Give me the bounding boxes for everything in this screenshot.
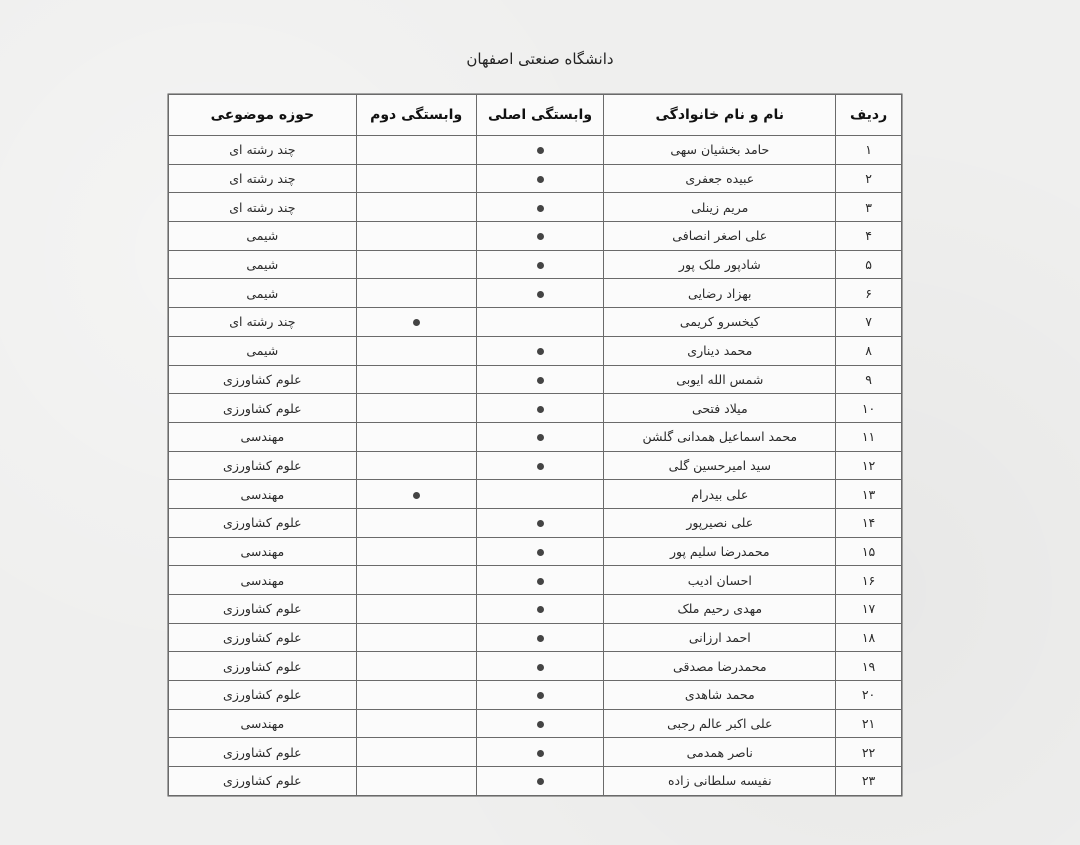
- table-row: [169, 222, 902, 251]
- row-index: ۲۰: [836, 681, 902, 710]
- bullet-dot-icon: [537, 463, 544, 470]
- row-secondary-affiliation: [356, 336, 476, 365]
- row-subject-area: مهندسی: [169, 566, 357, 595]
- row-subject-area: علوم کشاورزی: [169, 394, 357, 423]
- bullet-dot-icon: [537, 635, 544, 642]
- header-index: ردیف: [836, 95, 902, 136]
- row-secondary-affiliation: [356, 767, 476, 796]
- table-row: [169, 652, 902, 681]
- row-subject-area: شیمی: [169, 222, 357, 251]
- row-primary-affiliation: [476, 709, 604, 738]
- row-subject-area: علوم کشاورزی: [169, 623, 357, 652]
- row-primary-affiliation: [476, 480, 604, 509]
- bullet-dot-icon: [537, 233, 544, 240]
- row-primary-affiliation: [476, 279, 604, 308]
- table-row: [169, 336, 902, 365]
- row-name: ناصر همدمی: [604, 738, 836, 767]
- row-primary-affiliation: [476, 394, 604, 423]
- table-body: [169, 136, 902, 796]
- row-primary-affiliation: [476, 681, 604, 710]
- table-row: [169, 566, 902, 595]
- row-primary-affiliation: [476, 136, 604, 165]
- bullet-dot-icon: [537, 692, 544, 699]
- row-secondary-affiliation: [356, 595, 476, 624]
- row-secondary-affiliation: [356, 250, 476, 279]
- row-index: ۱۴: [836, 508, 902, 537]
- table-row: [169, 394, 902, 423]
- header-primary-affiliation: وابستگی اصلی: [476, 95, 604, 136]
- bullet-dot-icon: [537, 434, 544, 441]
- row-name: محمد اسماعیل همدانی گلشن: [604, 422, 836, 451]
- table-row: [169, 738, 902, 767]
- row-primary-affiliation: [476, 164, 604, 193]
- row-secondary-affiliation: [356, 537, 476, 566]
- row-name: محمد شاهدی: [604, 681, 836, 710]
- row-name: نفیسه سلطانی زاده: [604, 767, 836, 796]
- table-row: [169, 709, 902, 738]
- row-primary-affiliation: [476, 537, 604, 566]
- row-index: ۲: [836, 164, 902, 193]
- row-subject-area: مهندسی: [169, 537, 357, 566]
- row-subject-area: مهندسی: [169, 709, 357, 738]
- row-secondary-affiliation: [356, 681, 476, 710]
- row-index: ۱۹: [836, 652, 902, 681]
- row-secondary-affiliation: [356, 136, 476, 165]
- header-secondary-affiliation: وابستگی دوم: [356, 95, 476, 136]
- row-index: ۱۸: [836, 623, 902, 652]
- row-secondary-affiliation: [356, 422, 476, 451]
- row-primary-affiliation: [476, 308, 604, 337]
- row-secondary-affiliation: [356, 164, 476, 193]
- row-name: علی اصغر انصافی: [604, 222, 836, 251]
- row-index: ۱۷: [836, 595, 902, 624]
- row-index: ۱۰: [836, 394, 902, 423]
- row-subject-area: شیمی: [169, 250, 357, 279]
- bullet-dot-icon: [537, 348, 544, 355]
- row-name: احسان ادیب: [604, 566, 836, 595]
- table-row: [169, 279, 902, 308]
- row-primary-affiliation: [476, 767, 604, 796]
- row-subject-area: علوم کشاورزی: [169, 365, 357, 394]
- row-index: ۱: [836, 136, 902, 165]
- bullet-dot-icon: [537, 406, 544, 413]
- row-subject-area: چند رشته ای: [169, 308, 357, 337]
- table-row: [169, 451, 902, 480]
- table-row: [169, 681, 902, 710]
- row-name: شادپور ملک پور: [604, 250, 836, 279]
- header-name: نام و نام خانوادگی: [604, 95, 836, 136]
- bullet-dot-icon: [413, 492, 420, 499]
- row-name: شمس الله ایوبی: [604, 365, 836, 394]
- row-primary-affiliation: [476, 422, 604, 451]
- table-header-row: [169, 95, 902, 136]
- row-subject-area: چند رشته ای: [169, 136, 357, 165]
- row-subject-area: شیمی: [169, 336, 357, 365]
- bullet-dot-icon: [537, 721, 544, 728]
- table-row: [169, 136, 902, 165]
- row-index: ۷: [836, 308, 902, 337]
- row-index: ۴: [836, 222, 902, 251]
- table-row: [169, 767, 902, 796]
- row-index: ۲۳: [836, 767, 902, 796]
- row-primary-affiliation: [476, 451, 604, 480]
- bullet-dot-icon: [537, 778, 544, 785]
- row-name: علی نصیرپور: [604, 508, 836, 537]
- row-primary-affiliation: [476, 250, 604, 279]
- row-subject-area: علوم کشاورزی: [169, 595, 357, 624]
- row-primary-affiliation: [476, 738, 604, 767]
- row-secondary-affiliation: [356, 308, 476, 337]
- row-name: کیخسرو کریمی: [604, 308, 836, 337]
- row-name: محمد دیناری: [604, 336, 836, 365]
- row-index: ۱۱: [836, 422, 902, 451]
- bullet-dot-icon: [537, 377, 544, 384]
- bullet-dot-icon: [537, 176, 544, 183]
- row-primary-affiliation: [476, 566, 604, 595]
- row-secondary-affiliation: [356, 566, 476, 595]
- table-row: [169, 193, 902, 222]
- table-row: [169, 508, 902, 537]
- row-name: علی اکبر عالم رجبی: [604, 709, 836, 738]
- row-subject-area: علوم کشاورزی: [169, 652, 357, 681]
- table-row: [169, 537, 902, 566]
- faculty-table: [168, 94, 902, 796]
- row-subject-area: مهندسی: [169, 480, 357, 509]
- row-name: عبیده جعفری: [604, 164, 836, 193]
- header-subject-area: حوزه موضوعی: [169, 95, 357, 136]
- row-secondary-affiliation: [356, 508, 476, 537]
- bullet-dot-icon: [413, 319, 420, 326]
- bullet-dot-icon: [537, 205, 544, 212]
- row-index: ۲۱: [836, 709, 902, 738]
- row-index: ۵: [836, 250, 902, 279]
- row-name: محمدرضا سلیم پور: [604, 537, 836, 566]
- row-name: علی بیدرام: [604, 480, 836, 509]
- row-primary-affiliation: [476, 595, 604, 624]
- bullet-dot-icon: [537, 750, 544, 757]
- bullet-dot-icon: [537, 549, 544, 556]
- bullet-dot-icon: [537, 606, 544, 613]
- row-index: ۶: [836, 279, 902, 308]
- row-index: ۱۶: [836, 566, 902, 595]
- row-name: میلاد فتحی: [604, 394, 836, 423]
- table-row: [169, 250, 902, 279]
- row-subject-area: مهندسی: [169, 422, 357, 451]
- table-row: [169, 623, 902, 652]
- row-index: ۱۳: [836, 480, 902, 509]
- row-primary-affiliation: [476, 222, 604, 251]
- row-secondary-affiliation: [356, 193, 476, 222]
- row-subject-area: شیمی: [169, 279, 357, 308]
- row-name: احمد ارزانی: [604, 623, 836, 652]
- row-index: ۱۵: [836, 537, 902, 566]
- row-secondary-affiliation: [356, 394, 476, 423]
- row-subject-area: علوم کشاورزی: [169, 508, 357, 537]
- row-primary-affiliation: [476, 652, 604, 681]
- row-name: حامد بخشیان سهی: [604, 136, 836, 165]
- row-name: بهزاد رضایی: [604, 279, 836, 308]
- row-index: ۸: [836, 336, 902, 365]
- row-index: ۲۲: [836, 738, 902, 767]
- row-secondary-affiliation: [356, 365, 476, 394]
- row-name: مهدی رحیم ملک: [604, 595, 836, 624]
- row-name: محمدرضا مصدقی: [604, 652, 836, 681]
- table-row: [169, 164, 902, 193]
- row-name: مریم زینلی: [604, 193, 836, 222]
- row-primary-affiliation: [476, 365, 604, 394]
- bullet-dot-icon: [537, 262, 544, 269]
- table-row: [169, 308, 902, 337]
- row-secondary-affiliation: [356, 451, 476, 480]
- bullet-dot-icon: [537, 664, 544, 671]
- row-secondary-affiliation: [356, 738, 476, 767]
- bullet-dot-icon: [537, 147, 544, 154]
- bullet-dot-icon: [537, 578, 544, 585]
- row-primary-affiliation: [476, 508, 604, 537]
- row-subject-area: چند رشته ای: [169, 164, 357, 193]
- row-primary-affiliation: [476, 336, 604, 365]
- table-row: [169, 422, 902, 451]
- table-row: [169, 365, 902, 394]
- row-subject-area: علوم کشاورزی: [169, 681, 357, 710]
- table-row: [169, 480, 902, 509]
- row-secondary-affiliation: [356, 709, 476, 738]
- row-index: ۱۲: [836, 451, 902, 480]
- document-title: دانشگاه صنعتی اصفهان: [466, 50, 614, 68]
- row-secondary-affiliation: [356, 279, 476, 308]
- row-subject-area: علوم کشاورزی: [169, 767, 357, 796]
- row-subject-area: علوم کشاورزی: [169, 738, 357, 767]
- row-secondary-affiliation: [356, 480, 476, 509]
- row-secondary-affiliation: [356, 222, 476, 251]
- row-secondary-affiliation: [356, 652, 476, 681]
- row-primary-affiliation: [476, 623, 604, 652]
- row-name: سید امیرحسین گلی: [604, 451, 836, 480]
- row-index: ۳: [836, 193, 902, 222]
- row-subject-area: چند رشته ای: [169, 193, 357, 222]
- row-index: ۹: [836, 365, 902, 394]
- row-primary-affiliation: [476, 193, 604, 222]
- bullet-dot-icon: [537, 291, 544, 298]
- bullet-dot-icon: [537, 520, 544, 527]
- row-subject-area: علوم کشاورزی: [169, 451, 357, 480]
- table-row: [169, 595, 902, 624]
- row-secondary-affiliation: [356, 623, 476, 652]
